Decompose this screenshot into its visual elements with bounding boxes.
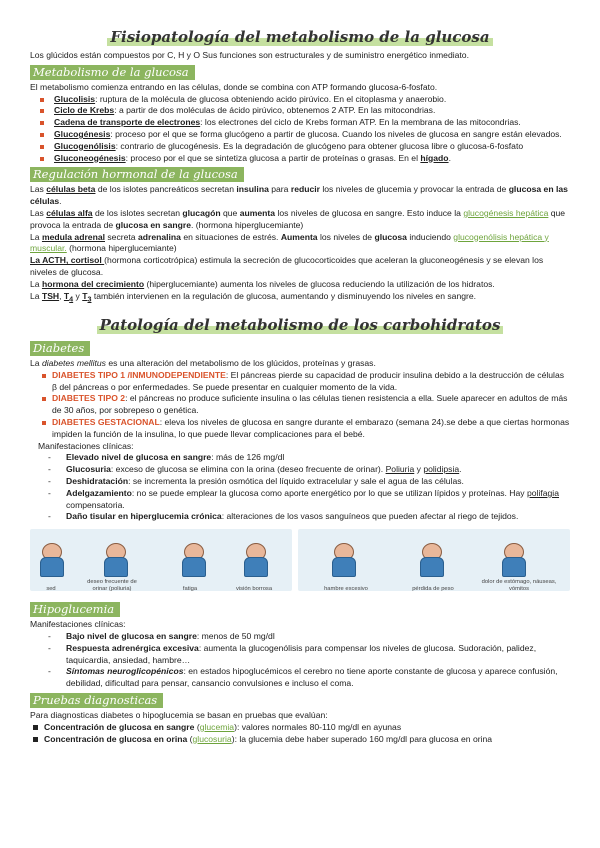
list-item: Gluconeogénesis: proceso por el que se sintetiza glucosa a partir de proteínas o grasas. En el hígado. [50,153,570,165]
hunger-person-icon [330,543,356,577]
nausea-person-icon [500,543,526,577]
page-title: Fisiopatología del metabolismo de la glucosa [30,28,570,46]
diabetes-types-list [30,370,570,441]
list-item: - Elevado nivel de glucosa en sangre: más de 126 mg/dl [66,452,570,464]
reg-paragraph-adrenal: La medula adrenal secreta adrenalina en situaciones de estrés. Aumenta los niveles de glucosa induciendo glucogenólisis hepática y muscular. (hormona hiperglucemiante) [30,231,549,254]
list-item: - Glucosuria: exceso de glucosa se elimina con la orina (deseo frecuente de orinar). Poliuria y polidipsia. [66,464,570,476]
hipo-list [30,631,570,690]
metab-intro: El metabolismo comienza entrando en las células, donde se combina con ATP formando glucosa-6-fosfato. [30,81,438,92]
list-item: - Daño tisular en hiperglucemia crónica: alteraciones de los vasos sanguíneos que pueden afectar al riego de tejidos. [66,511,570,523]
caption: pérdida de peso [412,585,454,592]
list-item: DIABETES TIPO 1 /INMUNODEPENDIENTE: El páncreas pierde su capacidad de producir insulina debido a la destrucción de células β del páncreas o por enfermedades. Se puede presentar en cualquier momento de la vida. [52,370,570,394]
section-heading-pruebas: Pruebas diagnosticas [30,693,163,708]
list-item: Cadena de transporte de electrones: los electrones del ciclo de Krebs forman ATP. En la membrana de las mitocondrias. [50,117,570,129]
diabetes-intro: La diabetes mellitus es una alteración del metabolismo de los glúcidos, proteínas y grasas. [30,358,376,369]
thirsty-person-icon [38,543,64,577]
pruebas-intro: Para diagnosticas diabetes o hipoglucemia se basan en pruebas que evalúan: [30,710,328,720]
list-item: - Adelgazamiento: no se puede emplear la glucosa como aporte energético por lo que se utilizan lípidos y proteínas. Hay polifagia compensatoria. [66,488,570,512]
list-item: - Bajo nivel de glucosa en sangre: menos de 50 mg/dl [66,631,570,643]
list-item: Glucogenólisis: contrario de glucogénesis. Es la degradación de glucógeno para obtener glucosa libre o glucosa-6-fosfato [50,141,570,153]
list-item: - Deshidratación: se incrementa la presión osmótica del líquido extracelular y sale el agua de las células. [66,476,570,488]
metab-list [30,94,570,165]
list-item: - Síntomas neuroglicopénicos: en estados hipoglucémicos el cerebro no tiene aporte constante de glucosa y aparece confusión, debilidad, dificultad para pensar, cansancio convulsiones e incluso el coma. [66,666,570,690]
symptoms-illustration [30,529,570,595]
caption: deseo frecuente de orinar (poliuria) [87,579,137,592]
section-heading-metabolismo: Metabolismo de la glucosa [30,65,195,80]
caption: visión borrosa [235,585,273,592]
section-heading-hipoglucemia: Hipoglucemia [30,602,120,617]
intro-text: Los glúcidos están compuestos por C, H y O Sus funciones son estructurales y de suministro energético inmediato. [30,50,469,60]
list-item: Glucolisis: ruptura de la molécula de glucosa obteniendo acido pirúvico. En el citoplasma y anaerobio. [50,94,570,106]
section-heading-regulacion: Regulación hormonal de la glucosa [30,167,244,182]
list-item: DIABETES TIPO 2: el páncreas no produce suficiente insulina o las células tienen resistencia a ella. Suele aparecer en adultos de más de 30 años, por sobrepeso o genética. [52,393,570,417]
reg-paragraph-alfa: Las células alfa de los islotes secretan glucagón que aumenta los niveles de glucosa en sangre. Esto induce la glucogénesis hepática que provoca la entrada de glucosa en sangre. (hormona hiperglucemiante) [30,207,566,230]
caption: fatiga [182,585,198,592]
list-item: Concentración de glucosa en orina (glucosuria): la glucemia debe haber superado 160 mg/dl para glucosa en orina [44,734,570,746]
list-item: Concentración de glucosa en sangre (glucemia): valores normales 80-110 mg/dl en ayunas [44,722,570,734]
section-title-patologia: Patología del metabolismo de los carbohidratos [30,316,570,334]
pruebas-list [30,722,570,746]
fatigue-person-icon [180,543,206,577]
blurred-vision-person-icon [242,543,268,577]
section-heading-diabetes: Diabetes [30,341,90,356]
hipo-label: Manifestaciones clínicas: [30,619,126,630]
list-item: Ciclo de Krebs: a partir de dos moléculas de ácido pirúvico, obtenemos 2 ATP. En las mitocondrias. [50,105,570,117]
caption: sed [46,585,56,592]
urination-person-icon [102,543,128,577]
caption: hambre excesivo [324,585,368,592]
weight-loss-person-icon [418,543,444,577]
list-item: DIABETES GESTACIONAL: eleva los niveles de glucosa en sangre durante el embarazo (semana 24).se debe a que ciertas hormonas impiden la función de la insulina, lo que puede llevar complicaciones para el bebé. [52,417,570,439]
reg-paragraph-gh: La hormona del crecimiento (hiperglucemiante) aumenta los niveles de glucosa reduciendo la utilización de los hidratos. [30,278,495,289]
list-item: - Respuesta adrenérgica excesiva: aumenta la glucogenólisis para compensar los niveles de glucosa. Sudoración, palidez, taquicardia, ansiedad, hambre… [66,643,570,667]
caption: dolor de estómago, náuseas, vómitos [481,579,557,592]
reg-paragraph-acth: La ACTH, cortisol (hormona corticotrópica) estimula la secreción de glucocorticoides que aceleran la gluconeogénesis y se elevan los niveles de glucosa. [30,255,544,277]
list-item: Glucogénesis: proceso por el que se forma glucógeno a partir de glucosa. Cuando los niveles de glucosa en sangre están elevados. [50,129,570,141]
manifestaciones-label: Manifestaciones clínicas: [38,440,134,451]
reg-paragraph-beta: Las células beta de los islotes pancreáticos secretan insulina para reducir los niveles de glucemia y provocar la entrada de glucosa en las células. [30,184,568,207]
reg-paragraph-tsh: La TSH, $T_4$ y $T_3$ también intervienen en la regulación de glucosa, aumentando y disminuyendo los niveles en sangre. [30,290,477,304]
diabetes-manifestations-list [30,452,570,523]
